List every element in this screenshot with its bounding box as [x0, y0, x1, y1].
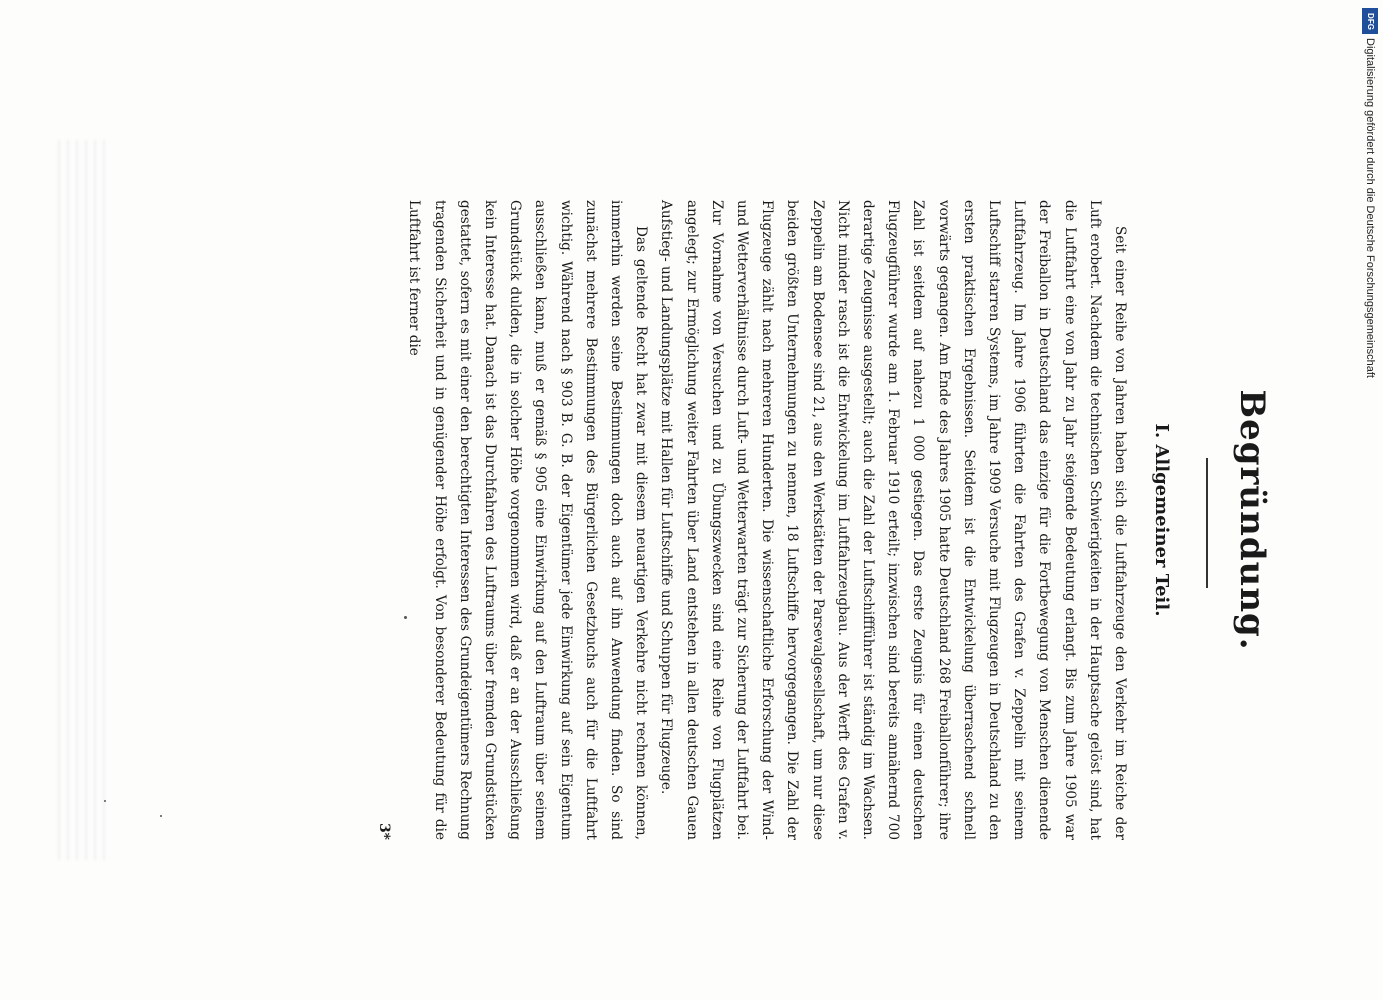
- paragraph: Das geltende Recht hat zwar mit diesem neuartigen Verkehre nicht rechnen können, immerhin werden seine Bestimmungen doch auch auf ihn Anwendung finden. So sind zunächst mehrere Bestimmungen des Bürgerlichen Gesetzbuchs auch für die Luftfahrt wichtig. Während nach § 903 B. G. B. der Eigentümer jede Einwirkung auf sein Eigentum ausschließen kann, muß er gemäß § 905 eine Einwirkung auf den Luftraum über seinem Grundstück dulden, die in solcher Höhe vorgenommen wird, daß er an der Ausschließung kein Interesse hat. Danach ist das Durchfahren des Luftraums über fremden Grundstücken gestattet, sofern es mit einer den berechtigten Interessen des Grundeigentümers Rechnung tragenden Sicherheit und in genügender Höhe erfolgt. Von besonderer Bedeutung für die Luftfahrt ist ferner die: [406, 200, 650, 840]
- body-text: [401, 200, 1132, 840]
- section-heading: I. Allgemeiner Teil.: [1151, 423, 1172, 617]
- page-marker: 3*: [376, 822, 392, 840]
- dust-speck: [160, 815, 162, 817]
- page-title: Begründung.: [1232, 389, 1272, 651]
- credit-text: Digitalisierung gefördert durch die Deutsche Forschungsgemeinschaft: [1364, 38, 1376, 378]
- dfg-logo: DFG: [1362, 8, 1378, 34]
- rotated-text-page: [372, 200, 1272, 840]
- paragraph: Seit einer Reihe von Jahren haben sich die Luftfahrzeuge den Verkehr im Reiche der Luft erobert. Nachdem die technischen Schwierigkeiten in der Hauptsache gelöst sind, hat die Luftfahrt eine von Jahr zu Jahr steigende Bedeutung erlangt. Bis zum Jahre 1905 war der Freiballon in Deutschland das einzige für die Fortbewegung von Menschen dienende Luftfahrzeug. Im Jahre 1906 führten die Fahrten des Grafen v. Zeppelin mit seinem Luftschiff starren Systems, im Jahre 1909 Versuche mit Flugzeugen in Deutschland zu den ersten praktischen Ergebnissen. Seitdem ist die Entwickelung überraschend schnell vorwärts gegangen. Am Ende des Jahres 1905 hatte Deutschland 268 Freiballonführer; ihre Zahl ist seitdem auf nahezu 1 000 gestiegen. Das erste Zeugnis für einen deutschen Flugzeugführer wurde am 1. Februar 1910 erteilt; inzwischen sind bereits annähernd 700 derartige Zeugnisse ausgestellt; auch die Zahl der Luftschiffführer ist ständig im Wachsen. Nicht minder rasch ist die Entwickelung im Luftfahrzeugbau. Aus der Werft des Grafen v. Zeppelin am Bodensee sind 21, aus den Werkstätten der Parsevalgesellschaft, um nur diese beiden größten Unternehmungen zu nennen, 18 Luftschiffe hervorgegangen. Die Zahl der Flugzeuge zählt nach mehreren Hunderten. Die wissenschaftliche Erforschung der Wind- und Wetterverhältnisse durch Luft- und Wetterwarten trägt zur Sicherung der Luftfahrt bei. Zur Vornahme von Versuchen und zu Übungszwecken sind eine Reihe von Flugplätzen angelegt; zur Ermöglichung weiter Fahrten über Land entstehen in allen deutschen Gauen Aufstieg- und Landungsplätze mit Hallen für Luftschiffe und Schuppen für Flugzeuge.: [658, 200, 1128, 840]
- dust-speck: [104, 800, 106, 802]
- title-divider: [1206, 458, 1208, 588]
- bleed-through-shadow: [58, 140, 108, 860]
- digitization-credit: [1360, 8, 1380, 388]
